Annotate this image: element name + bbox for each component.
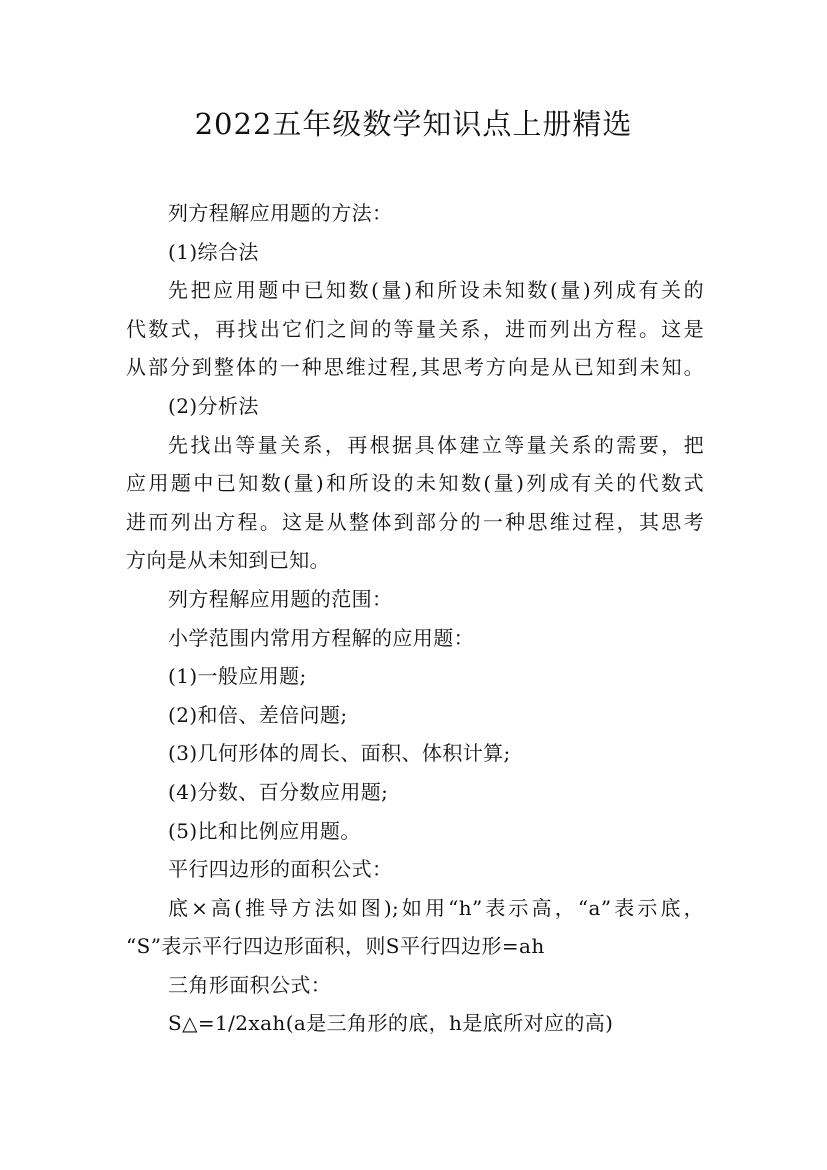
paragraph-line: 先把应用题中已知数(量)和所设未知数(量)列成有关的 bbox=[168, 278, 704, 303]
paragraph-line: (1)一般应用题; bbox=[168, 664, 307, 689]
paragraph-line: (2)分析法 bbox=[168, 393, 259, 418]
page-title: 2022五年级数学知识点上册精选 bbox=[194, 107, 633, 141]
paragraph-line: 从部分到整体的一种思维过程,其思考方向是从已知到未知。 bbox=[126, 355, 704, 380]
paragraph-line: 应用题中已知数(量)和所设的未知数(量)列成有关的代数式 bbox=[126, 471, 704, 496]
paragraph-line: “S”表示平行四边形面积，则S平行四边形=ah bbox=[126, 934, 545, 959]
paragraph-line: (4)分数、百分数应用题; bbox=[168, 779, 389, 804]
paragraph-line: S△=1/2xah(a是三角形的底，h是底所对应的高) bbox=[168, 1011, 614, 1036]
paragraph-line: 小学范围内常用方程解的应用题： bbox=[168, 625, 474, 650]
paragraph-line: (1)综合法 bbox=[168, 239, 259, 264]
paragraph-line: (2)和倍、差倍问题; bbox=[168, 702, 348, 727]
paragraph-line: 进而列出方程。这是从整体到部分的一种思维过程，其思考 bbox=[126, 509, 704, 534]
paragraph-line: 先找出等量关系，再根据具体建立等量关系的需要，把 bbox=[168, 432, 704, 457]
paragraph-line: 方向是从未知到已知。 bbox=[126, 548, 330, 573]
paragraph-line: 平行四边形的面积公式： bbox=[168, 857, 393, 882]
paragraph-line: 代数式，再找出它们之间的等量关系，进而列出方程。这是 bbox=[126, 316, 704, 341]
paragraph-line: 列方程解应用题的方法： bbox=[168, 201, 393, 225]
paragraph-line: (3)几何形体的周长、面积、体积计算; bbox=[168, 741, 511, 766]
paragraph-line: 列方程解应用题的范围： bbox=[168, 586, 393, 611]
paragraph-line: 底×高(推导方法如图);如用“h”表示高，“a”表示底， bbox=[168, 895, 704, 920]
paragraph-line: 三角形面积公式： bbox=[168, 972, 332, 997]
paragraph-line: (5)比和比例应用题。 bbox=[168, 818, 361, 843]
document-body bbox=[126, 194, 704, 1043]
